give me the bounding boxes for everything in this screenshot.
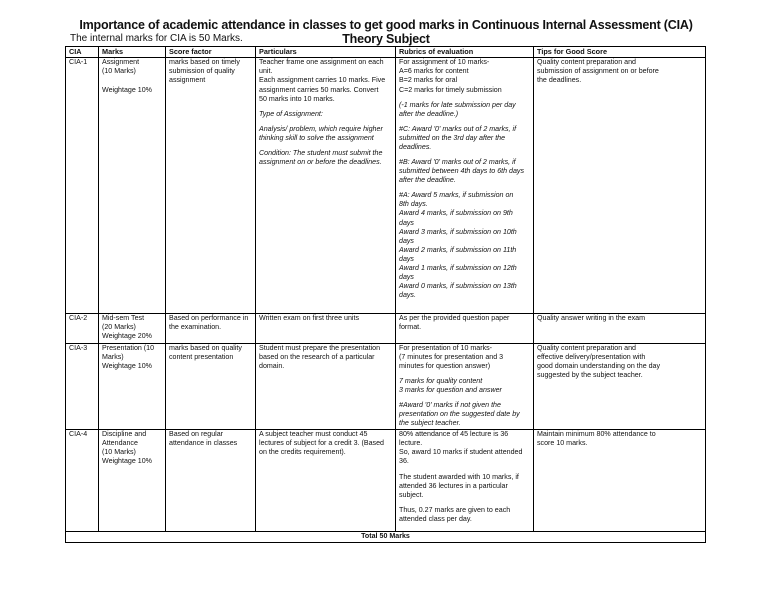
cell-tips (534, 314, 706, 343)
cell-particulars (256, 343, 396, 430)
cell-tips (534, 58, 706, 314)
cell-line: 50 marks into 10 marks. (259, 94, 335, 103)
cell-tips (534, 430, 706, 532)
cell-tips (534, 343, 706, 430)
cell-line: 8th days. (399, 200, 428, 209)
table-header-row (66, 47, 706, 58)
cell-line: attended 36 lectures in a particular (399, 481, 508, 490)
cell-rubrics (396, 343, 534, 430)
cell-line: on the credits requirement). (259, 448, 346, 457)
cell-line: Discipline and (102, 430, 147, 439)
cell-particulars (256, 58, 396, 314)
header-marks: Marks (99, 47, 166, 58)
cell-line: A=6 marks for content (399, 67, 469, 76)
cell-line: days (399, 272, 414, 281)
cell-cia: CIA-2 (66, 314, 99, 343)
table-row (66, 343, 706, 430)
cell-score-factor (166, 343, 256, 430)
cell-line: A subject teacher must conduct 45 (259, 430, 368, 439)
cell-line: effective delivery/presentation with (537, 352, 646, 361)
cell-line: submitted on the 3rd day after the (399, 133, 506, 142)
cell-line: domain. (259, 361, 285, 370)
cell-line: Based on performance in (169, 314, 249, 323)
cell-line: days (399, 254, 414, 263)
cell-marks (99, 58, 166, 314)
cell-line: deadlines. (399, 142, 432, 151)
cell-line: (7 minutes for presentation and 3 (399, 352, 504, 361)
cell-line: 3 marks for question and answer (399, 385, 502, 394)
cell-line: For presentation of 10 marks- (399, 343, 493, 352)
cell-line: Quality content preparation and (537, 58, 636, 67)
cell-line: days (399, 236, 414, 245)
cell-line: Assignment (102, 58, 140, 67)
cell-score-factor (166, 58, 256, 314)
cell-line: days (399, 218, 414, 227)
cell-line: assignment carries 50 marks. Convert (259, 85, 379, 94)
cell-line: Award 2 marks, if submission on 11th (399, 245, 517, 254)
cell-line: Attendance (102, 439, 138, 448)
cell-line: Weightage 10% (102, 457, 152, 466)
cell-line: minutes for question answer) (399, 361, 491, 370)
cell-score-factor (166, 430, 256, 532)
cell-line: For assignment of 10 marks- (399, 58, 490, 67)
cell-line: after the deadline. (399, 176, 456, 185)
cell-line: Each assignment carries 10 marks. Five (259, 76, 386, 85)
cell-line: attendance in classes (169, 439, 238, 448)
cell-cia: CIA-3 (66, 343, 99, 430)
header-particulars: Particulars (256, 47, 396, 58)
cell-line: Weightage 10% (102, 361, 152, 370)
cell-line: Analysis/ problem, which require higher (259, 124, 383, 133)
cell-line: The student awarded with 10 marks, if (399, 472, 519, 481)
cell-line: Award 4 marks, if submission on 9th (399, 209, 513, 218)
cell-line: #C: Award '0' marks out of 2 marks, if (399, 124, 517, 133)
cell-line: format. (399, 323, 422, 332)
cell-line: Mid-sem Test (102, 314, 145, 323)
cell-marks (99, 430, 166, 532)
cell-line: 36. (399, 457, 409, 466)
cell-cia: CIA-1 (66, 58, 99, 314)
cell-line: days. (399, 291, 416, 300)
cell-line: 7 marks for quality content (399, 376, 483, 385)
cell-line: Award 3 marks, if submission on 10th (399, 227, 517, 236)
cell-line: thinking skill to solve the assignment (259, 133, 374, 142)
total-row (66, 532, 706, 543)
cell-line: Based on regular (169, 430, 224, 439)
table-row (66, 58, 706, 314)
cell-line: Quality content preparation and (537, 343, 636, 352)
cell-line: good domain understanding on the day (537, 361, 661, 370)
cell-line: subject. (399, 490, 424, 499)
cell-line: 80% attendance of 45 lecture is 36 (399, 430, 509, 439)
cell-line: after the deadline.) (399, 109, 459, 118)
cell-marks (99, 343, 166, 430)
cell-marks (99, 314, 166, 343)
cell-line: content presentation (169, 352, 234, 361)
cell-line: Teacher frame one assignment on each (259, 58, 384, 67)
cell-particulars (256, 314, 396, 343)
cell-score-factor (166, 314, 256, 343)
header-score-factor: Score factor (166, 47, 256, 58)
cell-line: Award 1 marks, if submission on 12th (399, 263, 517, 272)
cell-particulars (256, 430, 396, 532)
cell-line: (-1 marks for late submission per day (399, 100, 516, 109)
cell-line: #Award '0' marks if not given the (399, 400, 501, 409)
table-row (66, 314, 706, 343)
cell-line: assignment on or before the deadlines. (259, 158, 382, 167)
cell-line: #A: Award 5 marks, if submission on (399, 191, 514, 200)
cell-line: assignment (169, 76, 206, 85)
cell-line: unit. (259, 67, 273, 76)
cell-line: Written exam on first three units (259, 314, 360, 323)
cell-line: the subject teacher. (399, 419, 461, 428)
cell-line: Student must prepare the presentation (259, 343, 381, 352)
header-cia: CIA (66, 47, 99, 58)
cell-line: submission of assignment on or before (537, 67, 659, 76)
cell-line: #B: Award '0' marks out of 2 marks, if (399, 158, 516, 167)
table-row (66, 430, 706, 532)
cell-line: lecture. (399, 439, 423, 448)
cell-line: C=2 marks for timely submission (399, 85, 502, 94)
cell-line: Marks) (102, 352, 124, 361)
cell-line: presentation on the suggested date by (399, 410, 520, 419)
cell-line: Type of Assignment: (259, 109, 323, 118)
cell-line: lectures of subject for a credit 3. (Based (259, 439, 384, 448)
cell-rubrics (396, 430, 534, 532)
cia-table (65, 46, 706, 543)
cell-line: Weightage 10% (102, 85, 152, 94)
header-rubrics: Rubrics of evaluation (396, 47, 534, 58)
cell-rubrics (396, 314, 534, 343)
document-subtitle: The internal marks for CIA is 50 Marks. (70, 33, 243, 44)
cell-line (102, 76, 162, 85)
cell-line: (10 Marks) (102, 67, 136, 76)
cell-line: Thus, 0.27 marks are given to each (399, 505, 511, 514)
cell-line: the deadlines. (537, 76, 582, 85)
cell-line: marks based on quality (169, 343, 242, 352)
cell-line: suggested by the subject teacher. (537, 370, 643, 379)
cell-line: the examination. (169, 323, 222, 332)
header-tips: Tips for Good Score (534, 47, 706, 58)
cell-line: B=2 marks for oral (399, 76, 458, 85)
cell-line: based on the research of a particular (259, 352, 375, 361)
cell-line: Weightage 20% (102, 332, 152, 341)
cell-line: score 10 marks. (537, 439, 588, 448)
total-label: Total 50 Marks (66, 532, 706, 543)
cell-line: (20 Marks) (102, 323, 136, 332)
cell-line: marks based on timely (169, 58, 240, 67)
cell-rubrics (396, 58, 534, 314)
cell-line: attended class per day. (399, 514, 472, 523)
cell-line: Award 0 marks, if submission on 13th (399, 282, 517, 291)
cell-line: submission of quality (169, 67, 235, 76)
cell-line: Condition: The student must submit the (259, 148, 383, 157)
cell-line: submitted between 4th days to 6th days (399, 167, 525, 176)
cell-cia: CIA-4 (66, 430, 99, 532)
cell-line: So, award 10 marks if student attended (399, 448, 523, 457)
cell-line: Presentation (10 (102, 343, 155, 352)
cell-line: As per the provided question paper (399, 314, 510, 323)
cell-line: (10 Marks) (102, 448, 136, 457)
cell-line: Quality answer writing in the exam (537, 314, 646, 323)
document-title: Importance of academic attendance in classes to get good marks in Continuous Internal Assessment (CIA) Theory Subject (79, 18, 693, 46)
cell-line: Maintain minimum 80% attendance to (537, 430, 656, 439)
